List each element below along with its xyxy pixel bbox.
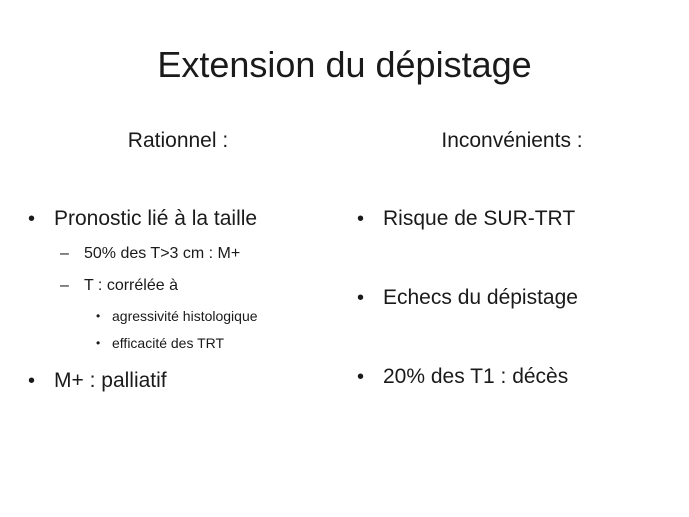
bullet-mark: • (96, 309, 101, 323)
right-column-heading: Inconvénients : (441, 129, 583, 152)
bullet-text: Risque de SUR-TRT (383, 207, 576, 230)
bullet-text: 20% des T1 : décès (383, 365, 569, 388)
bullet-text: Echecs du dépistage (383, 286, 578, 309)
left-column-heading: Rationnel : (127, 129, 229, 152)
bullet-mark: • (357, 366, 365, 388)
slide-title: Extension du dépistage (157, 44, 532, 85)
bullet-mark: • (28, 208, 36, 230)
bullet-text: Pronostic lié à la taille (54, 207, 258, 230)
bullet-mark: • (357, 208, 365, 230)
bullet-text: M+ : palliatif (54, 369, 167, 392)
bullet-mark: • (28, 370, 36, 392)
dash-mark: – (60, 277, 69, 294)
bullet-text: T : corrélée à (84, 277, 178, 294)
bullet-text: 50% des T>3 cm : M+ (84, 245, 241, 262)
bullet-text: efficacité des TRT (112, 335, 225, 351)
bullet-mark: • (357, 287, 365, 309)
dash-mark: – (60, 245, 69, 262)
bullet-mark: • (96, 336, 101, 350)
bullet-text: agressivité histologique (112, 308, 258, 324)
